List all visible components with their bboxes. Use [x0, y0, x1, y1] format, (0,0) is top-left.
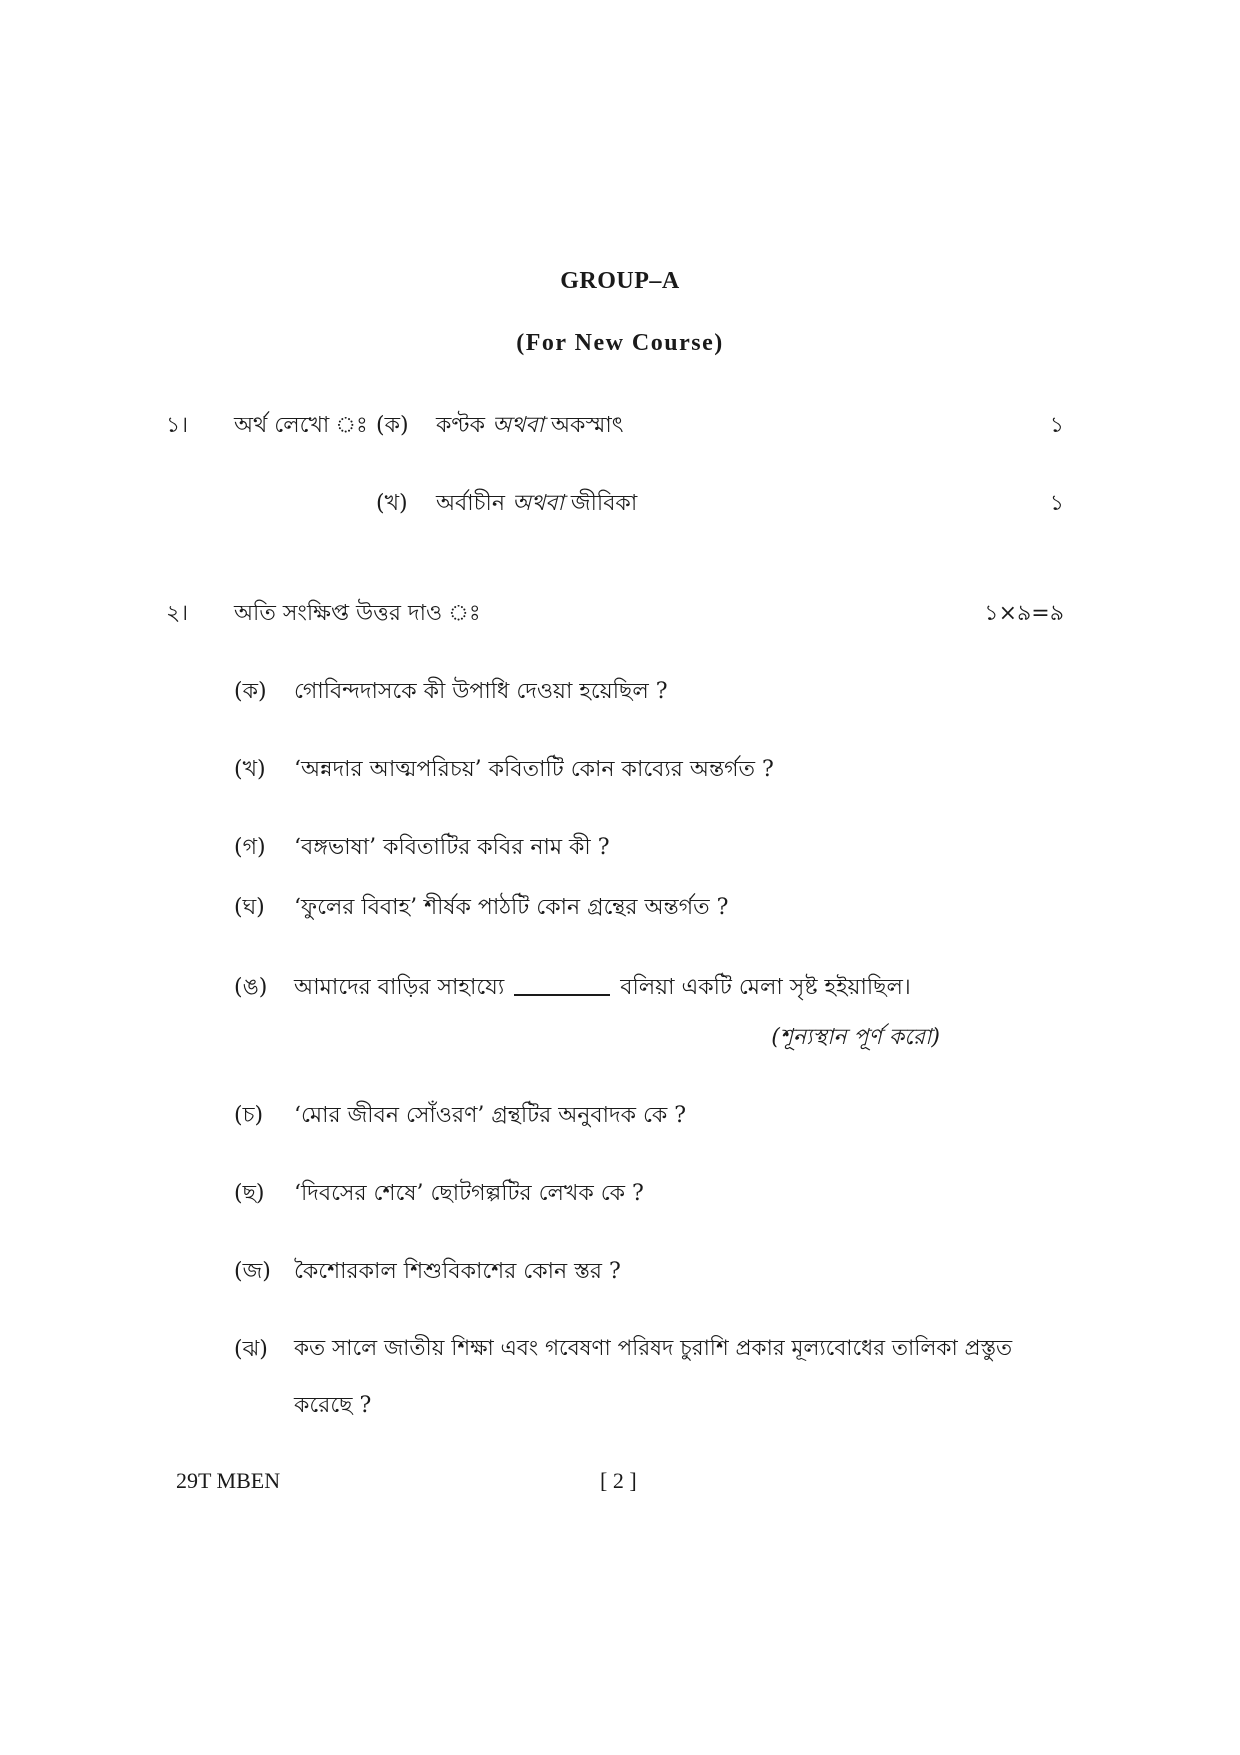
paper-code: 29T MBEN [176, 1468, 281, 1493]
page-number: [ 2 ] [600, 1468, 637, 1493]
sub-question-label: (ছ) [234, 1181, 265, 1206]
sub-question-label: (ঙ) [234, 975, 268, 1000]
sub-question-text: কত সালে জাতীয় শিক্ষা এবং গবেষণা পরিষদ চুরাশি প্রকার মূল্যবোধের তালিকা প্রস্তুত [294, 1336, 1013, 1361]
sub-question-text [436, 486, 637, 523]
or-word: অথবা [492, 413, 544, 438]
sub-question-label: (গ) [234, 835, 266, 860]
word: কণ্টক [436, 413, 486, 438]
sub-question-text [436, 408, 624, 445]
question-number: ১। [166, 413, 189, 438]
sub-question-text: ‘মোর জীবন সোঁওরণ’ গ্রন্থটির অনুবাদক কে ? [294, 1103, 687, 1128]
marks: ১×৯=৯ [984, 601, 1064, 626]
group-heading: GROUP–A [560, 268, 680, 294]
blank-line [514, 994, 610, 996]
sub-question-text: ‘দিবসের শেষে’ ছোটগল্পটির লেখক কে ? [294, 1181, 644, 1206]
sub-question-label: (জ) [234, 1259, 271, 1284]
question-instruction: অর্থ লেখো ঃ [234, 413, 368, 438]
sub-question-text-continued: করেছে ? [294, 1393, 372, 1418]
sub-question-label: (খ) [234, 757, 266, 782]
question-instruction: অতি সংক্ষিপ্ত উত্তর দাও ঃ [234, 601, 481, 626]
fill-blank-text [294, 970, 911, 1007]
marks: ১ [1049, 491, 1064, 516]
or-word: অথবা [511, 491, 564, 516]
word: অর্বাচীন [436, 491, 505, 516]
marks: ১ [1049, 413, 1064, 438]
course-heading: (For New Course) [516, 330, 724, 356]
sub-question-label: (ক) [376, 413, 409, 438]
sub-question-text: ‘ফুলের বিবাহ’ শীর্ষক পাঠটি কোন গ্রন্থের অন্তর্গত ? [294, 895, 729, 920]
sub-question-label: (ক) [234, 679, 267, 704]
sub-question-label: (ঝ) [234, 1337, 268, 1362]
instruction-note: (শূন্যস্থান পূর্ণ করো) [771, 1025, 940, 1050]
question-number: ২। [166, 601, 189, 626]
text-after-blank: বলিয়া একটি মেলা সৃষ্ট হইয়াছিল। [620, 975, 911, 1000]
sub-question-label: (খ) [376, 491, 408, 516]
word: অকস্মাৎ [550, 413, 624, 438]
text-before-blank: আমাদের বাড়ির সাহায্যে [294, 975, 505, 1000]
word: জীবিকা [570, 491, 638, 516]
sub-question-text: কৈশোরকাল শিশুবিকাশের কোন স্তর ? [294, 1259, 621, 1284]
sub-question-text: গোবিন্দদাসকে কী উপাধি দেওয়া হয়েছিল ? [294, 679, 668, 704]
sub-question-text: ‘বঙ্গভাষা’ কবিতাটির কবির নাম কী ? [294, 835, 610, 860]
sub-question-text: ‘অন্নদার আত্মপরিচয়’ কবিতাটি কোন কাব্যের অন্তর্গত ? [294, 757, 774, 782]
sub-question-label: (ঘ) [234, 895, 265, 920]
sub-question-label: (চ) [234, 1103, 264, 1128]
